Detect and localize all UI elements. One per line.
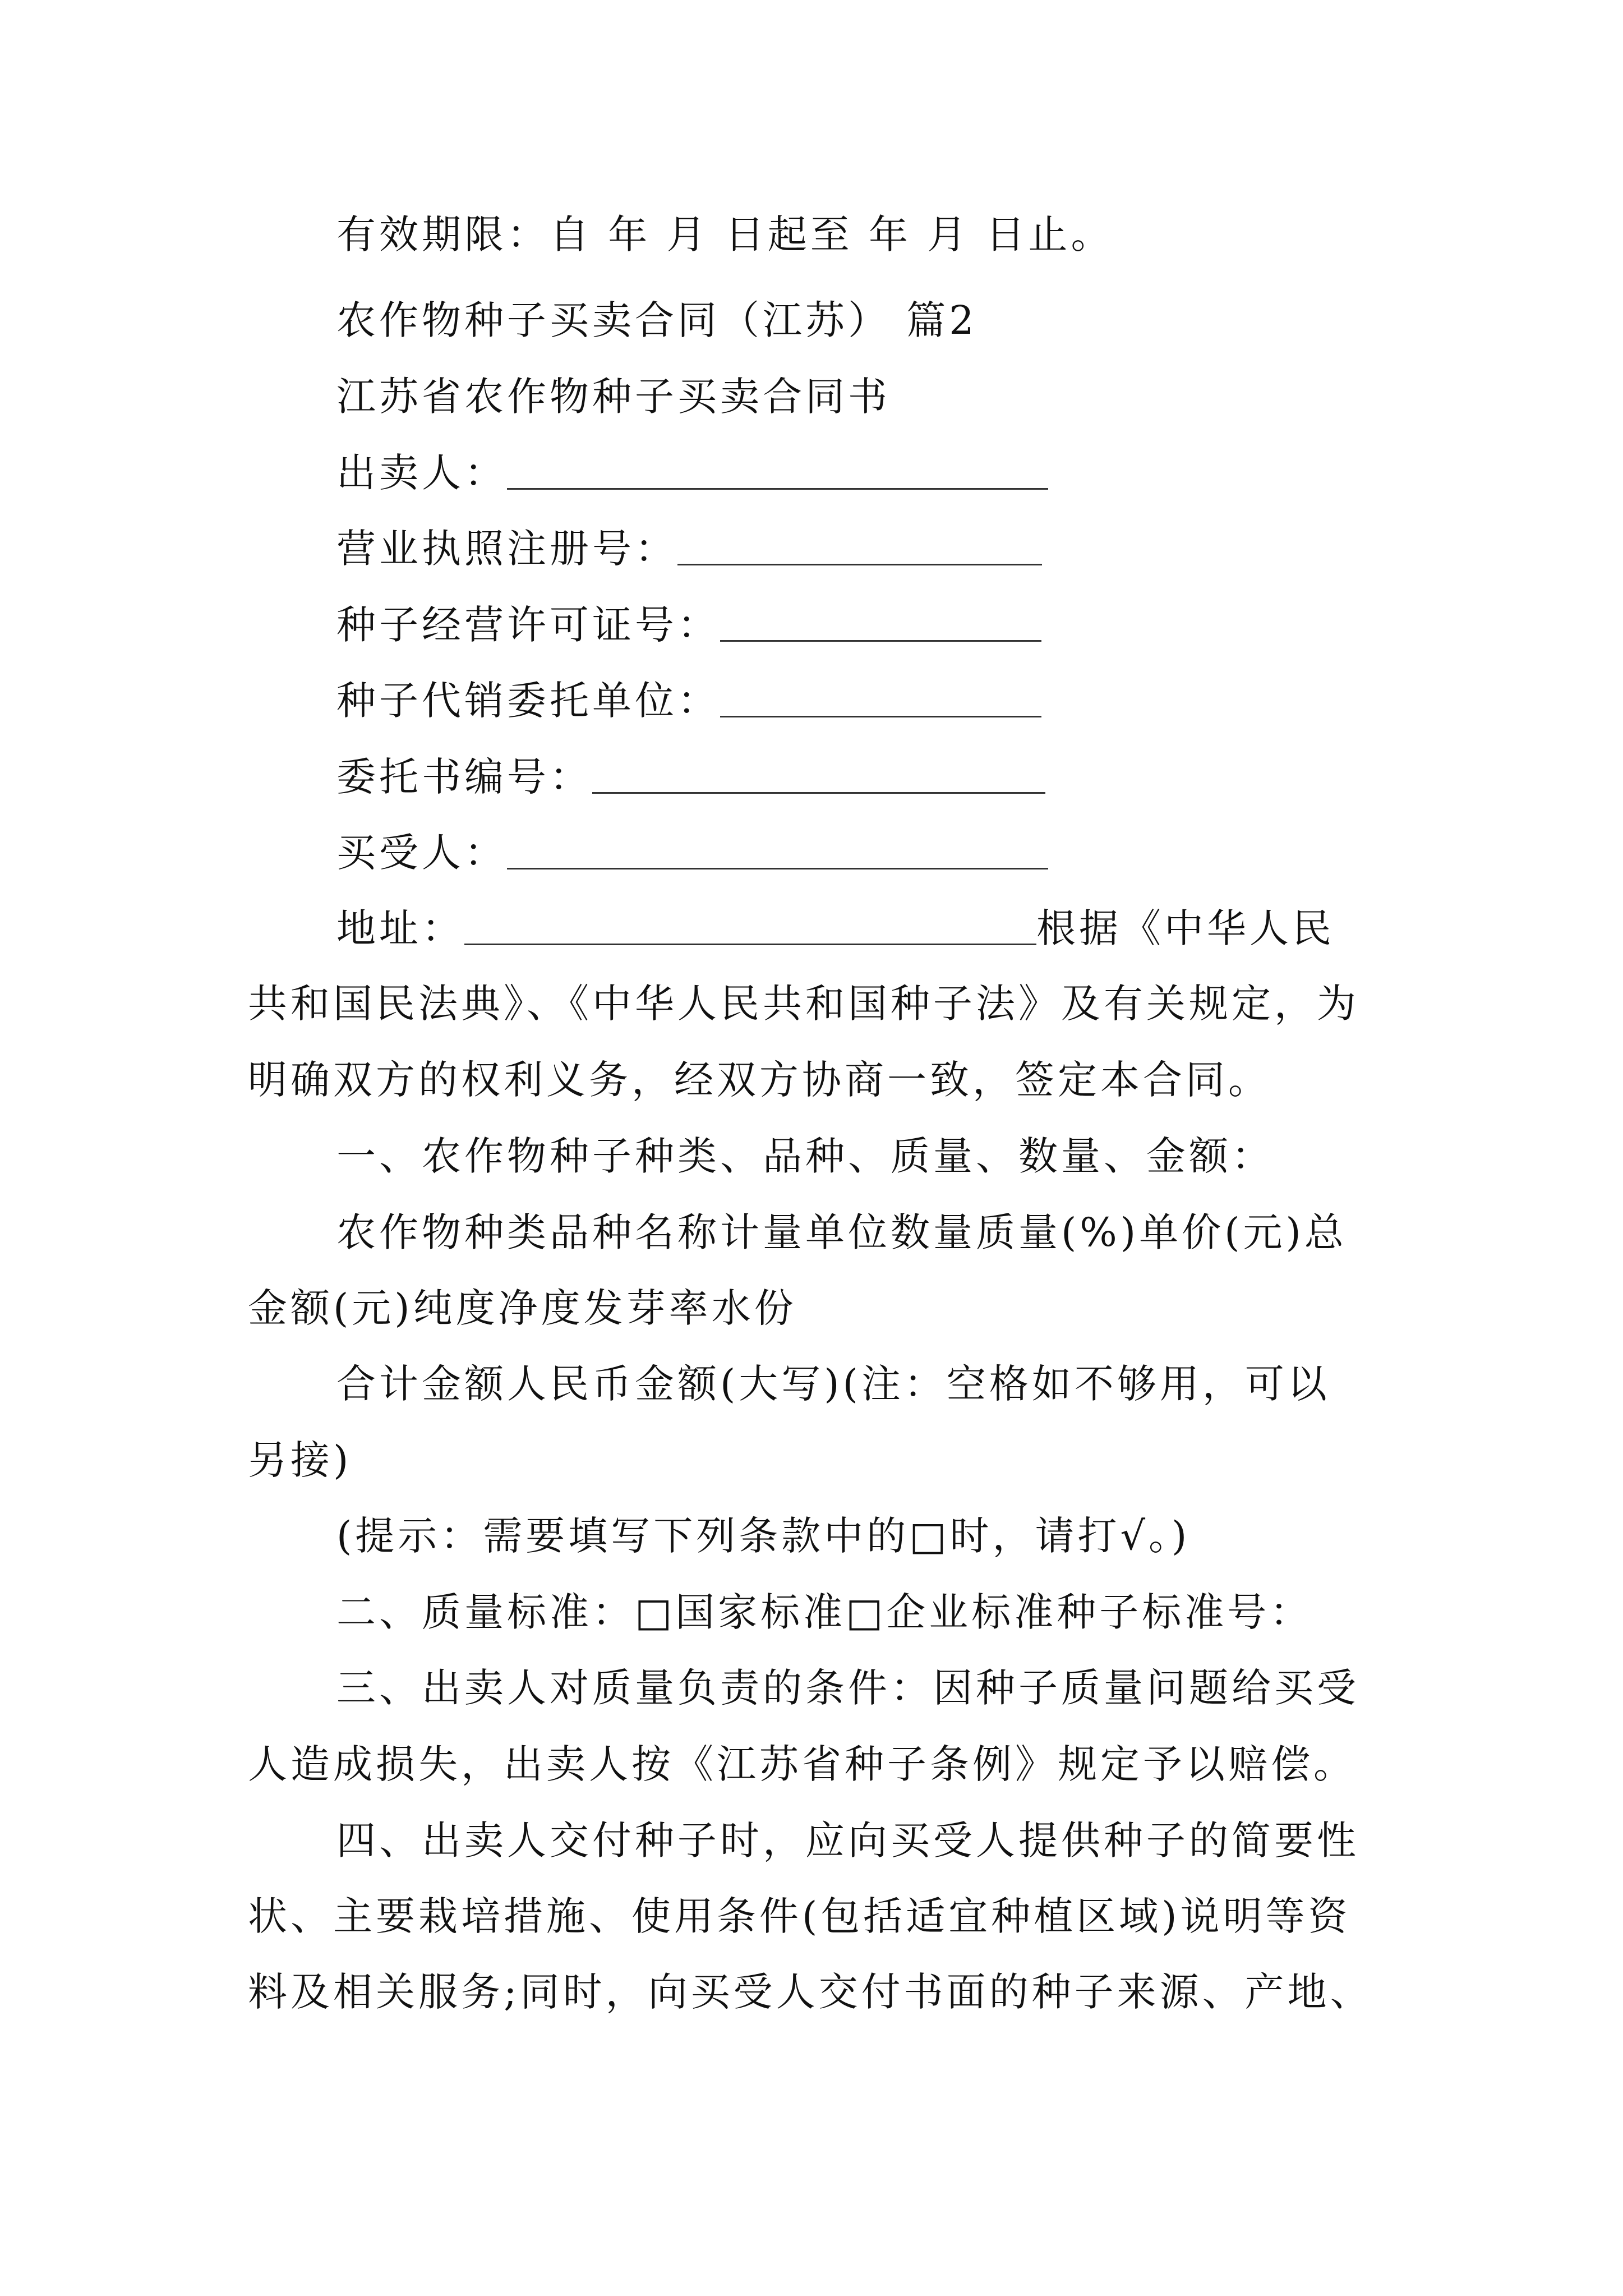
buyer-field xyxy=(336,826,1048,880)
power-of-attorney-field xyxy=(336,750,1045,804)
power-of-attorney-blank xyxy=(592,792,1045,794)
body-line: 共和国民法典》、《中华人民共和国种子法》及有关规定，为 xyxy=(248,981,1359,1027)
validity-period-line: 有效期限：自 年 月 日起至 年 月 日止。 xyxy=(336,211,1114,257)
clause-two-line: 二、质量标准：□国家标准□企业标准种子标准号： xyxy=(336,1589,1313,1635)
address-field xyxy=(336,901,1335,955)
buyer-label: 买受人： xyxy=(336,830,507,876)
clause-four-line: 四、出卖人交付种子时，应向买受人提供种子的简要性 xyxy=(336,1818,1359,1864)
clause-three-line: 三、出卖人对质量负责的条件：因种子质量问题给买受 xyxy=(336,1665,1359,1711)
consignment-unit-blank xyxy=(720,716,1041,717)
business-license-label: 营业执照注册号： xyxy=(336,526,677,572)
table-header-line: 农作物种类品种名称计量单位数量质量(%)单价(元)总 xyxy=(336,1209,1347,1255)
buyer-blank xyxy=(507,868,1048,869)
total-amount-line: 合计金额人民币金额(大写)(注：空格如不够用，可以 xyxy=(336,1361,1330,1407)
business-license-field xyxy=(336,522,1042,576)
seed-license-blank xyxy=(720,640,1041,642)
seller-blank xyxy=(507,488,1048,490)
address-continuation: 根据《中华人民 xyxy=(1036,905,1335,951)
business-license-blank xyxy=(677,564,1042,565)
body-line: 明确双方的权利义务，经双方协商一致，签定本合同。 xyxy=(248,1057,1271,1103)
seller-label: 出卖人： xyxy=(336,450,507,496)
clause-three-line: 人造成损失，出卖人按《江苏省种子条例》规定予以赔偿。 xyxy=(248,1741,1356,1787)
consignment-unit-field xyxy=(336,674,1041,728)
section-heading: 农作物种子买卖合同（江苏） 篇2 xyxy=(336,297,978,343)
consignment-unit-label: 种子代销委托单位： xyxy=(336,678,720,724)
clause-four-line: 料及相关服务;同时，向买受人交付书面的种子来源、产地、 xyxy=(248,1969,1373,2015)
table-header-line: 金额(元)纯度净度发芽率水份 xyxy=(248,1285,797,1331)
seller-field xyxy=(336,446,1048,500)
address-blank xyxy=(464,944,1036,945)
contract-title: 江苏省农作物种子买卖合同书 xyxy=(336,374,891,420)
total-amount-line: 另接) xyxy=(248,1437,352,1483)
seed-license-label: 种子经营许可证号： xyxy=(336,602,720,648)
clause-four-line: 状、主要栽培措施、使用条件(包括适宜种植区域)说明等资 xyxy=(248,1893,1351,1939)
hint-line: (提示：需要填写下列条款中的□时，请打√。) xyxy=(336,1513,1191,1559)
power-of-attorney-label: 委托书编号： xyxy=(336,754,592,800)
clause-one-heading: 一、农作物种子种类、品种、质量、数量、金额： xyxy=(336,1133,1274,1179)
address-label: 地址： xyxy=(336,905,464,951)
seed-license-field xyxy=(336,598,1041,652)
